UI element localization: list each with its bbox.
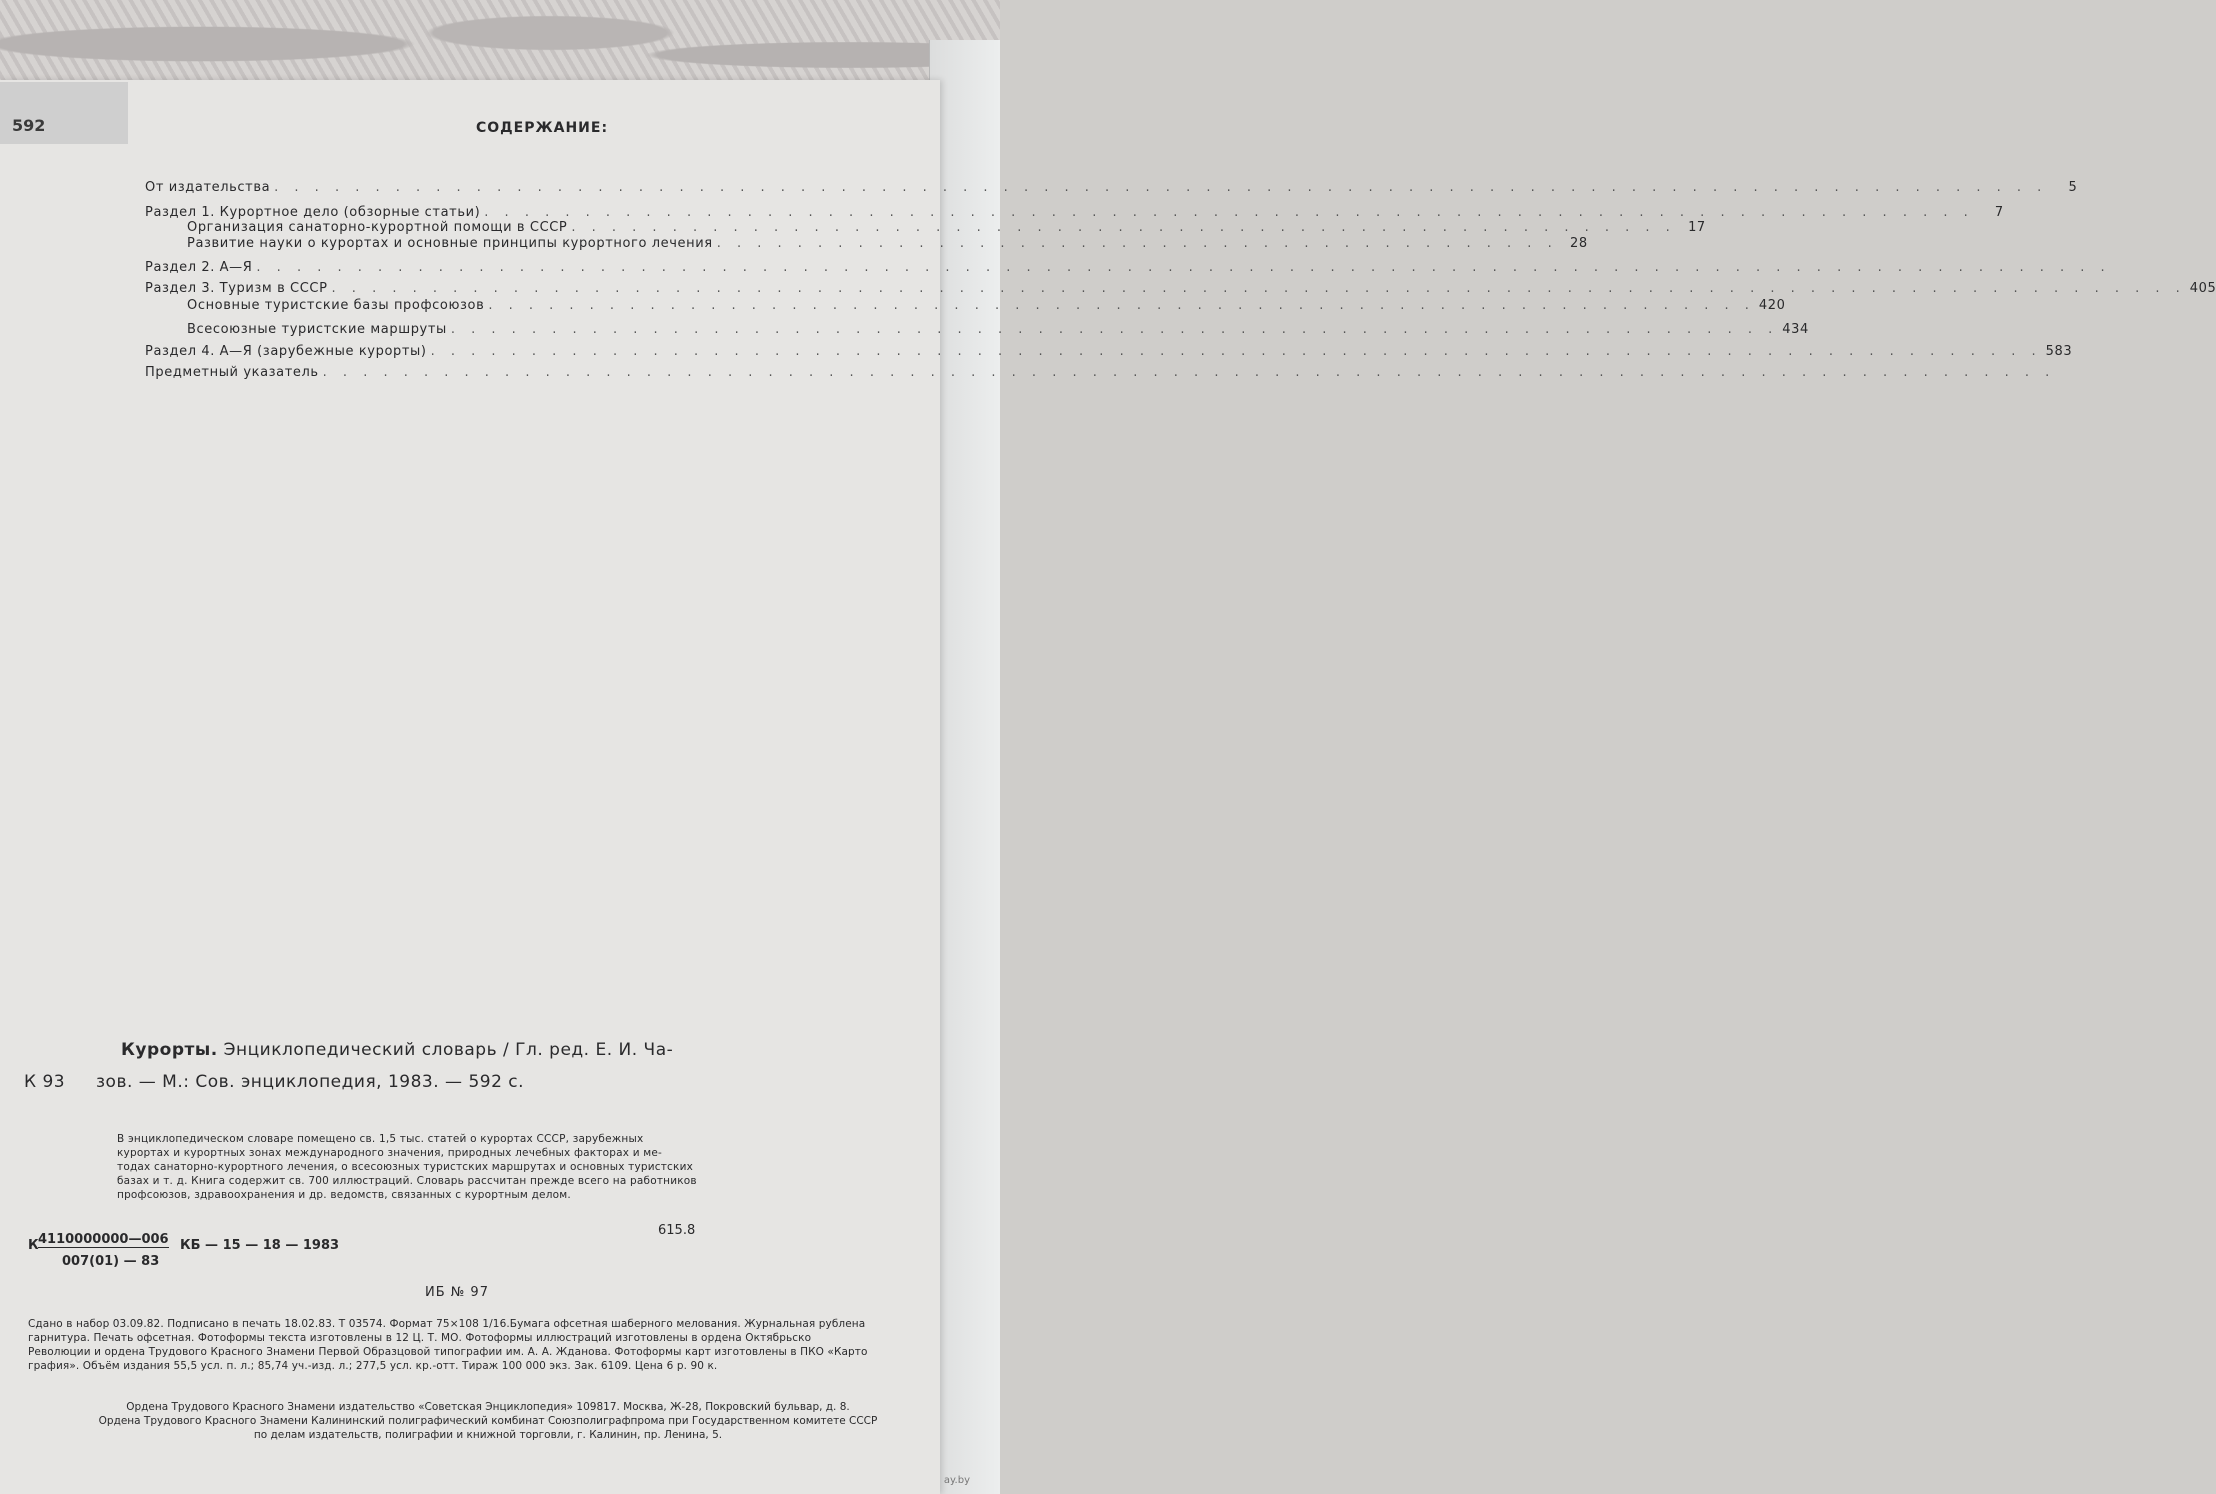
annotation: В энциклопедическом словаре помещено св. 1,5 тыс. статей о курортах СССР, зарубежных курортах и курортных зонах международного значения, природных лечебных факторах и ме- тодах санаторно-курортного лечения, о всесоюзных туристских маршрутах и основных туристских базах и т. д. Книга содержит св. 700 иллюстраций. Словарь рассчитан прежде всего на работников профсоюзов, здравоохранения и др. ведомств, связанных с курортным делом. xyxy=(117,1133,697,1201)
toc-page: 434 xyxy=(1782,322,1809,337)
toc-entry[interactable]: Раздел 1. Курортное дело (обзорные статьи) . . . . . . . . . . . . . . . . . . . . . . . . . . . . . . . . . . . . . . . . . . . . . . . . . . . . . . . . . . . . . . . . . . . . . . . . . . 7 xyxy=(145,205,2004,220)
imprint: Сдано в набор 03.09.82. Подписано в печать 18.02.83. Т 03574. Формат 75×108 1/16.Бумага офсетная шаберного мелования. Журнальная рублена гарнитура. Печать офсетная. Фотоформы текста изготовлены в 12 Ц. Т. МО. Фотоформы иллюстраций изготовлены в ордена Октябрьско Революции и ордена Трудового Красного Знамени Первой Образцовой типографии им. А. А. Жданова. Фотоформы карт изготовлены в ПКО «Карто графия». Объём издания 55,5 усл. п. л.; 85,74 уч.-изд. л.; 277,5 усл. кр.-отт. Тираж 100 000 экз. Зак. 6109. Цена 6 р. 90 к. xyxy=(28,1318,868,1372)
toc-entry[interactable]: Развитие науки о курортах и основные принципы курортного лечения . . . . . . . . . . . . . . . . . . . . . . . . . . . . . . . . . . . . . . . . . . 28 xyxy=(187,236,1588,251)
biblio-line2: зов. — М.: Сов. энциклопедия, 1983. — 592 с. xyxy=(96,1072,525,1092)
watermark: ay.by xyxy=(943,1475,970,1486)
toc-entry[interactable]: Раздел 3. Туризм в СССР . . . . . . . . . . . . . . . . . . . . . . . . . . . . . . . . . . . . . . . . . . . . . . . . . . . . . . . . . . . . . . . . . . . . . . . . . . . . . . . . . . . . . . . . . . . . 405 xyxy=(145,281,2216,296)
book-page: 592 СОДЕРЖАНИЕ: От издательства . . . . . . . . . . . . . . . . . . . . . . . . . . . . . . . . . . . . . . . . . . . . . . . . . . . . . . . . . . . . . . . . . . . . . . . . . . . . . . . . . . . . . . . . 5 Раздел 1. Курортное дело (обзорные статьи) . . . . . . . . . . . . . . . . . . . . . . . . . . . . . . . . . . . . . . . . . . . . . . . . . . . . . . . . . . . . . . . . . . . . . . . . . . 7 Организация санаторно-курортной помощи в СССР . . . . . . . . . . . . . . . . . . . . . . . . . . . . . . . . . . . . . . . . . . . . . . . . . . . . . . . 17 Развитие науки о курортах и основные принципы курортного лечения . . . . . . . . . . . . . . . . . . . . . . . . . . . . . . . . . . . . . . . . . . 28 Раздел 2. А—Я . . . . . . . . . . . . . . . . . . . . . . . . . . . . . . . . . . . . . . . . . . . . . . . . . . . . . . . . . . . . . . . . . . . . . . . . . . . . . . . . . . . . . . . . . . . . Раздел 3. Туризм в СССР . . . . . . . . . . . . . . . . . . . . . . . . . . . . . . . . . . . . . . . . . . . . . . . . . . . . . . . . . . . . . . . . . . . . . . . . . . . . . . . . . . . . . . . . . . . . 405 Основные туристские базы профсоюзов . . . . . . . . . . . . . . . . . . . . . . . . . . . . . . . . . . . . . . . . . . . . . . . . . . . . . . . . . . . . . . . 420 Всесоюзные туристские маршруты . . . . . . . . . . . . . . . . . . . . . . . . . . . . . . . . . . . . . . . . . . . . . . . . . . . . . . . . . . . . . . . . . . 434 Раздел 4. А—Я (зарубежные курорты) . . . . . . . . . . . . . . . . . . . . . . . . . . . . . . . . . . . . . . . . . . . . . . . . . . . . . . . . . . . . . . . . . . . . . . . . . . . . . . . . 583 Предметный указатель . . . . . . . . . . . . . . . . . . . . . . . . . . . . . . . . . . . . . . . . . . . . . . . . . . . . . . . . . . . . . . . . . . . . . . . . . . . . . . . . . . . . . . Курорты. Энциклопедический словарь / Гл. ред. Е. И. Ча- К 93 зов. — М.: Сов. энциклопедия, 1983. — 592 с. В энциклопедическом словаре помещено св. 1,5 тыс. статей о курортах СССР, зарубежных курортах и курортных зонах международного значения, природных лечебных факторах и ме- тодах санаторно-курортного лечения, о всесоюзных туристских маршрутах и основных туристских базах и т. д. Книга содержит св. 700 иллюстраций. Словарь рассчитан прежде всего на работников профсоюзов, здравоохранения и др. ведомств, связанных с курортным делом. 615.8 К 4110000000—006 007(01) — 83 КБ — 15 — 18 — 1983 ИБ № 97 Сдано в набор 03.09.82. Подписано в печать 18.02.83. Т 03574. Формат 75×108 1/16.Бумага офсетная шаберного мелования. Журнальная рублена гарнитура. Печать офсетная. Фотоформы текста изготовлены в 12 Ц. Т. МО. Фотоформы иллюстраций изготовлены в ордена Октябрьско Революции и ордена Трудового Красного Знамени Первой Образцовой типографии им. А. А. Жданова. Фотоформы карт изготовлены в ПКО «Карто графия». Объём издания 55,5 усл. п. л.; 85,74 уч.-изд. л.; 277,5 усл. кр.-отт. Тираж 100 000 экз. Зак. 6109. Цена 6 р. 90 к. Ордена Трудового Красного Знамени издательство «Советская Энциклопедия» 109817. Москва, Ж-28, Покровский бульвар, д. 8. Ордена Трудового Красного Знамени Калининский полиграфический комбинат Союзполиграфпрома при Государственном комитете СССР по делам издательств, полиграфии и книжной торговли, г. Калинин, пр. Ленина, 5. xyxy=(0,80,940,1494)
index-tail: КБ — 15 — 18 — 1983 xyxy=(180,1238,340,1253)
publisher-info: Ордена Трудового Красного Знамени издательство «Советская Энциклопедия» 109817. Москва, Ж-28, Покровский бульвар, д. 8. Ордена Трудового Красного Знамени Калининский полиграфический комбинат Союзполиграфпрома при Государственном комитете СССР по делам издательств, полиграфии и книжной торговли, г. Калинин, пр. Ленина, 5. xyxy=(98,1401,878,1441)
toc-entry[interactable]: Раздел 2. А—Я . . . . . . . . . . . . . . . . . . . . . . . . . . . . . . . . . . . . . . . . . . . . . . . . . . . . . . . . . . . . . . . . . . . . . . . . . . . . . . . . . . . . . . . . . . . . xyxy=(145,260,2111,275)
toc-title: СОДЕРЖАНИЕ: xyxy=(476,120,609,136)
toc-page: 28 xyxy=(1569,236,1588,251)
toc-entry[interactable]: Организация санаторно-курортной помощи в СССР . . . . . . . . . . . . . . . . . . . . . . . . . . . . . . . . . . . . . . . . . . . . . . . . . . . . . . . 17 xyxy=(187,220,1706,235)
toc-entry[interactable]: Основные туристские базы профсоюзов . . . . . . . . . . . . . . . . . . . . . . . . . . . . . . . . . . . . . . . . . . . . . . . . . . . . . . . . . . . . . . . 420 xyxy=(187,298,1786,313)
udc-code: 615.8 xyxy=(658,1223,696,1238)
toc-page: 5 xyxy=(2068,180,2078,195)
ib-number: ИБ № 97 xyxy=(425,1285,489,1300)
toc-page: 583 xyxy=(2045,344,2073,359)
toc-page: 7 xyxy=(1994,205,2004,220)
index-denominator: 007(01) — 83 xyxy=(62,1254,160,1269)
book-title: Курорты. xyxy=(121,1040,218,1060)
toc-entry[interactable]: Всесоюзные туристские маршруты . . . . . . . . . . . . . . . . . . . . . . . . . . . . . . . . . . . . . . . . . . . . . . . . . . . . . . . . . . . . . . . . . . 434 xyxy=(187,322,1809,337)
page-number-box xyxy=(0,82,128,144)
biblio-line1: Энциклопедический словарь / Гл. ред. Е. И. Ча- xyxy=(223,1040,674,1060)
classification-code: К 93 xyxy=(24,1072,66,1092)
toc-page: 17 xyxy=(1688,220,1706,235)
page-number: 592 xyxy=(12,116,46,135)
toc-entry[interactable]: Предметный указатель . . . . . . . . . . . . . . . . . . . . . . . . . . . . . . . . . . . . . . . . . . . . . . . . . . . . . . . . . . . . . . . . . . . . . . . . . . . . . . . . . . . . . . xyxy=(145,365,2056,380)
toc-page: 405 xyxy=(2189,281,2216,296)
toc-page: 420 xyxy=(1758,298,1786,313)
toc-entry[interactable]: Раздел 4. А—Я (зарубежные курорты) . . . . . . . . . . . . . . . . . . . . . . . . . . . . . . . . . . . . . . . . . . . . . . . . . . . . . . . . . . . . . . . . . . . . . . . . . . . . . . . . 583 xyxy=(145,344,2073,359)
toc-entry[interactable]: От издательства . . . . . . . . . . . . . . . . . . . . . . . . . . . . . . . . . . . . . . . . . . . . . . . . . . . . . . . . . . . . . . . . . . . . . . . . . . . . . . . . . . . . . . . . 5 xyxy=(145,180,2078,195)
index-numerator: 4110000000—006 xyxy=(38,1232,169,1247)
